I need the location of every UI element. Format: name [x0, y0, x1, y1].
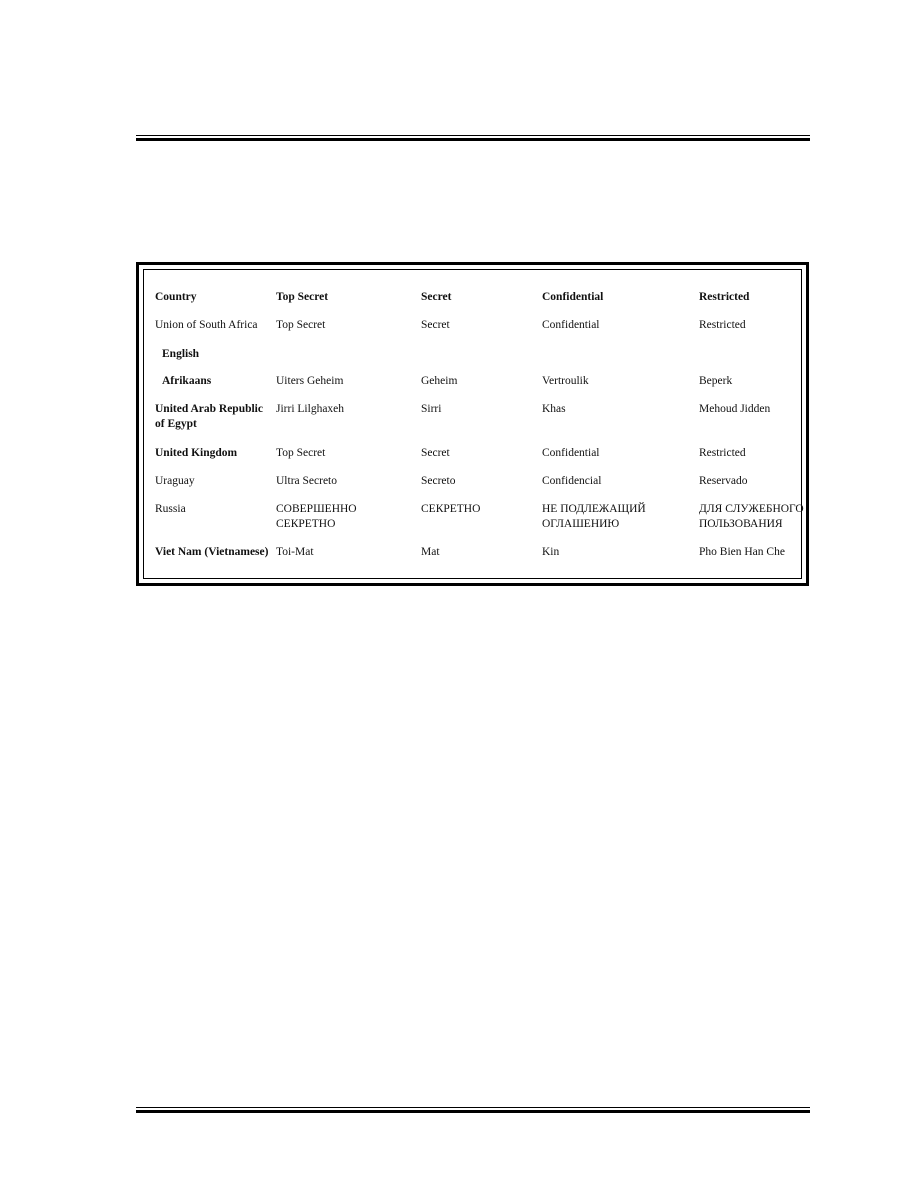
cell-top-secret: СОВЕРШЕННО СЕКРЕТНО [276, 503, 357, 530]
cell-country: Russia [155, 503, 186, 515]
header-country: Country [155, 291, 197, 303]
classification-table-figure [136, 262, 809, 586]
cell-top-secret: Toi-Mat [276, 546, 314, 558]
footer-rule [136, 1107, 810, 1113]
cell-secret: Secreto [421, 475, 456, 487]
cell-confidential: Confidencial [542, 475, 602, 487]
cell-secret: Geheim [421, 375, 458, 387]
cell-top-secret: Ultra Secreto [276, 475, 337, 487]
cell-top-secret: Top Secret [276, 447, 326, 459]
cell-restricted: Beperk [699, 375, 733, 387]
header-top-secret: Top Secret [276, 291, 329, 303]
cell-restricted: Restricted [699, 447, 746, 459]
cell-confidential: Khas [542, 403, 566, 415]
cell-country: Union of South Africa [155, 319, 258, 331]
cell-confidential: Kin [542, 546, 560, 558]
header-restricted: Restricted [699, 291, 750, 303]
cell-secret: Secret [421, 447, 450, 459]
header-secret: Secret [421, 291, 452, 303]
cell-secret: Secret [421, 319, 450, 331]
cell-top-secret: Uiters Geheim [276, 375, 344, 387]
cell-country: Uraguay [155, 475, 195, 487]
cell-secret: Mat [421, 546, 440, 558]
cell-restricted: Mehoud Jidden [699, 403, 771, 415]
cell-country: English [162, 348, 200, 360]
cell-secret: СЕКРЕТНО [421, 503, 481, 515]
cell-secret: Sirri [421, 403, 442, 415]
cell-confidential: Vertroulik [542, 375, 589, 387]
header-confidential: Confidential [542, 291, 604, 303]
cell-country: Afrikaans [162, 375, 212, 387]
cell-restricted: Reservado [699, 475, 748, 487]
cell-top-secret: Jirri Lilghaxeh [276, 403, 345, 415]
cell-confidential: НЕ ПОДЛЕЖАЩИЙ ОГЛАШЕНИЮ [542, 503, 646, 530]
cell-confidential: Confidential [542, 319, 600, 331]
cell-country: Viet Nam (Vietnamese) [155, 546, 269, 558]
cell-country: United Kingdom [155, 447, 238, 459]
cell-confidential: Confidential [542, 447, 600, 459]
cell-restricted: Restricted [699, 319, 746, 331]
cell-country: United Arab Republic of Egypt [155, 403, 263, 430]
header-rule [136, 135, 810, 141]
cell-top-secret: Top Secret [276, 319, 326, 331]
cell-restricted: Pho Bien Han Che [699, 546, 785, 558]
cell-restricted: ДЛЯ СЛУЖЕБНОГО ПОЛЬЗОВАНИЯ [699, 503, 804, 530]
